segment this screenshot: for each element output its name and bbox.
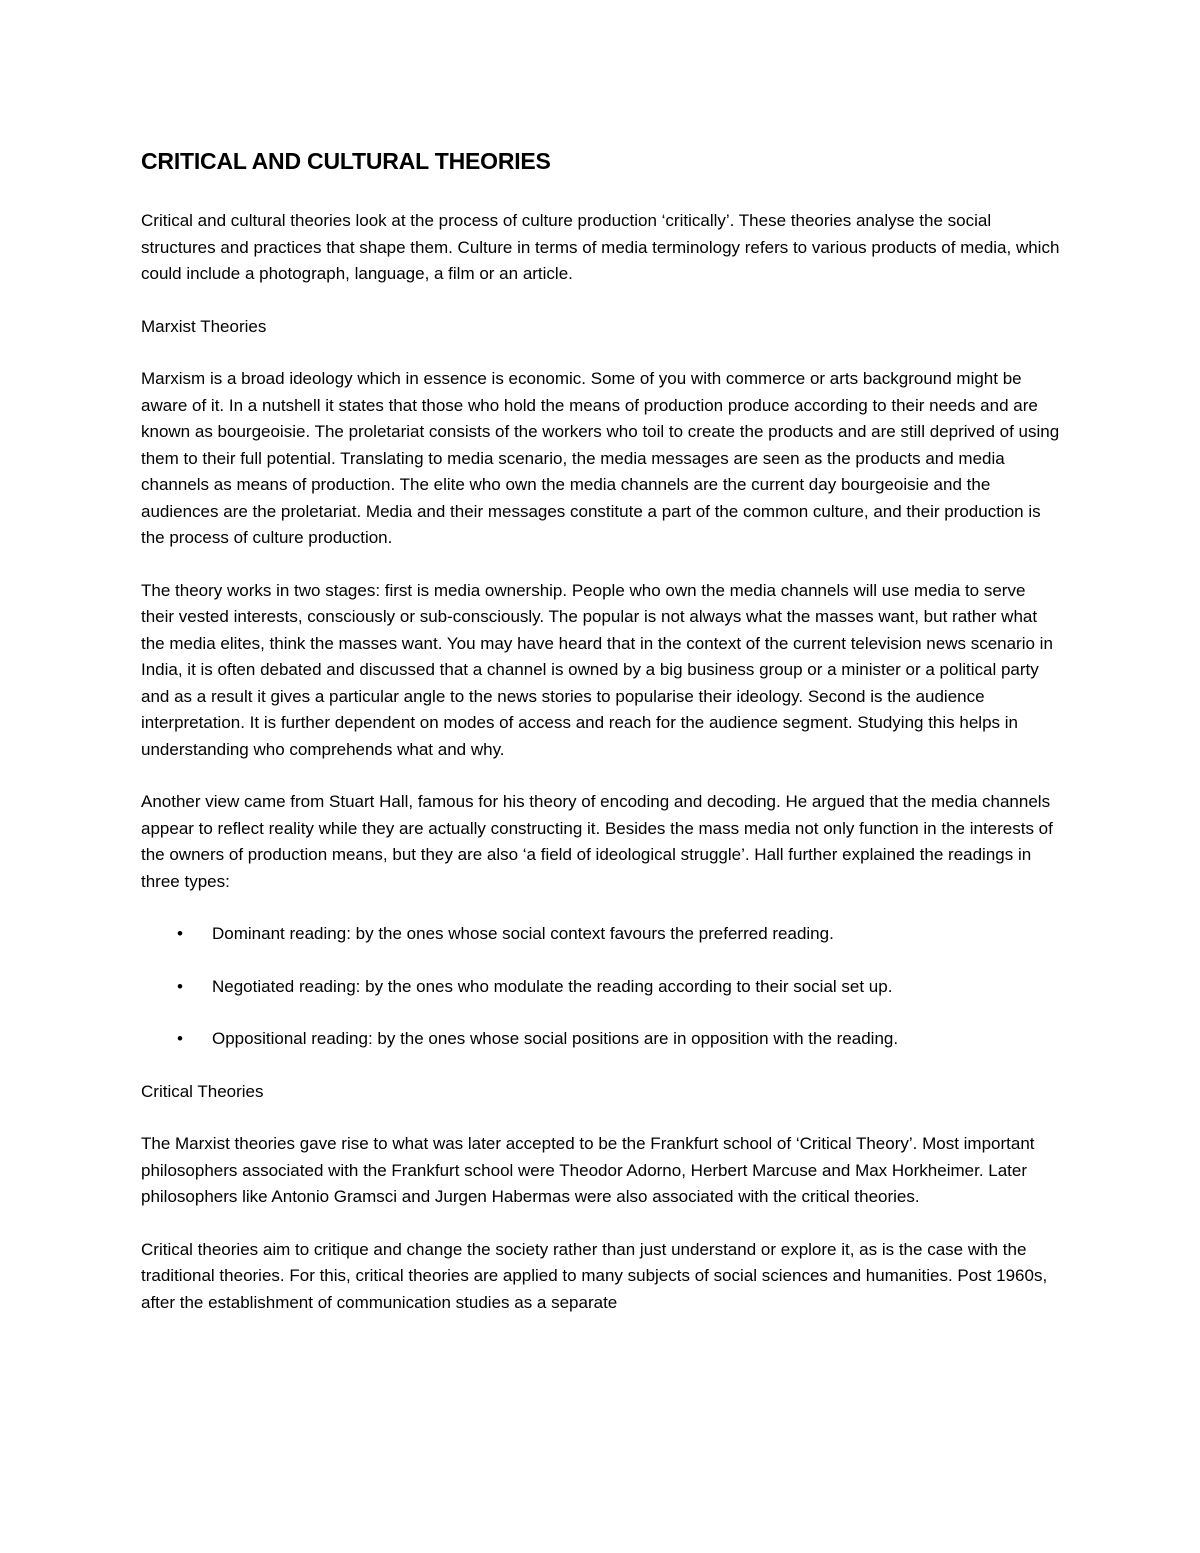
- bullet-icon: •: [177, 924, 183, 943]
- critical-paragraph-1: The Marxist theories gave rise to what was later accepted to be the Frankfurt school of ‘Critical Theory’. Most important philosophers associated with the Frankfurt school were Theodor Adorno, Herbert Marcuse and Max Horkheimer. Later philosophers like Antonio Gramsci and Jurgen Habermas were also associated with the critical theories.: [141, 1134, 1035, 1206]
- bullet-icon: •: [177, 1029, 183, 1048]
- intro-paragraph: Critical and cultural theories look at the process of culture production ‘critically’. These theories analyse the social structures and practices that shape them. Culture in terms of media terminology refers to various products of media, which could include a photograph, language, a film or an article.: [141, 211, 1060, 283]
- list-item-dominant-reading: [141, 921, 1061, 948]
- document-title: CRITICAL AND CULTURAL THEORIES: [141, 148, 551, 174]
- list-item-negotiated-reading: [141, 974, 1061, 1001]
- marxist-paragraph-2: The theory works in two stages: first is media ownership. People who own the media channels will use media to serve their vested interests, consciously or sub-consciously. The popular is not always what the masses want, but rather what the media elites, think the masses want. You may have heard that in the context of the current television news scenario in India, it is often debated and discussed that a channel is owned by a big business group or a minister or a political party and as a result it gives a particular angle to the news stories to popularise their ideology. Second is the audience interpretation. It is further dependent on modes of access and reach for the audience segment. Studying this helps in understanding who comprehends what and why.: [141, 580, 1053, 759]
- marxist-paragraph-3: Another view came from Stuart Hall, famous for his theory of encoding and decoding. He argued that the media channels appear to reflect reality while they are actually constructing it. Besides the mass media not only function in the interests of the owners of production means, but they are also ‘a field of ideological struggle’. Hall further explained the readings in three types:: [141, 792, 1053, 891]
- critical-paragraph-2: Critical theories aim to critique and change the society rather than just understand or explore it, as is the case with the traditional theories. For this, critical theories are applied to many subjects of social sciences and humanities. Post 1960s, after the establishment of communication studies as a separate: [141, 1239, 1048, 1312]
- marxist-paragraph-1: Marxism is a broad ideology which in essence is economic. Some of you with commerce or arts background might be aware of it. In a nutshell it states that those who hold the means of production produce according to their needs and are known as bourgeoisie. The proletariat consists of the workers who toil to create the products and are still deprived of using them to their full potential. Translating to media scenario, the media messages are seen as the products and media channels as means of production. The elite who own the media channels are the current day bourgeoisie and the audiences are the proletariat. Media and their messages constitute a part of the common culture, and their production is the process of culture production.: [141, 369, 1060, 547]
- list-item-text: Negotiated reading: by the ones who modulate the reading according to their social set up.: [212, 976, 893, 996]
- marxist-theories-heading: Marxist Theories: [141, 316, 267, 336]
- bullet-icon: •: [177, 976, 183, 996]
- document-body: [141, 146, 1061, 1342]
- list-item-oppositional-reading: [141, 1026, 1061, 1053]
- list-item-text: Oppositional reading: by the ones whose social positions are in opposition with the reading.: [212, 1029, 899, 1048]
- critical-theories-heading: Critical Theories: [141, 1081, 264, 1101]
- list-item-text: Dominant reading: by the ones whose social context favours the preferred reading.: [212, 924, 834, 943]
- readings-list: [141, 921, 1061, 1053]
